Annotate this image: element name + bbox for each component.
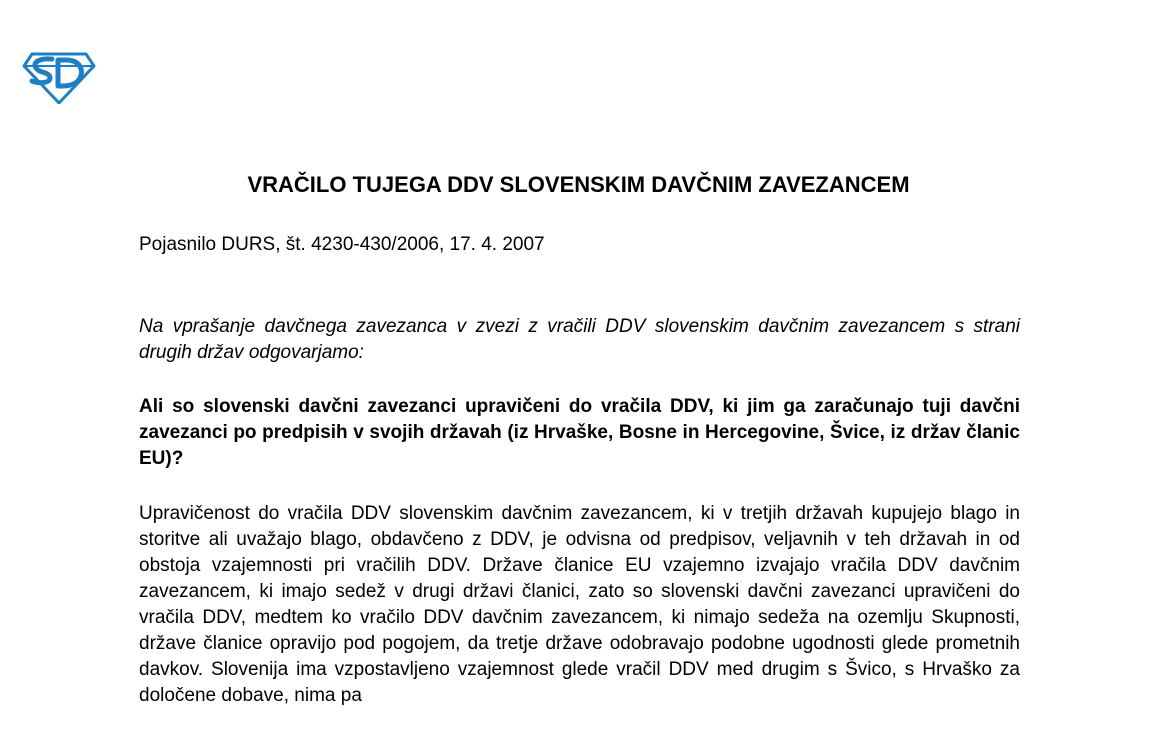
sd-logo [22, 50, 96, 104]
intro-paragraph: Na vprašanje davčnega zavezanca v zvezi z vračili DDV slovenskim davčnim zavezancem s strani drugih držav odgovarjamo: [139, 316, 1020, 363]
answer-paragraph: Upravičenost do vračila DDV slovenskim davčnim zavezancem, ki v tretjih državah kupujejo blago in storitve ali uvažajo blago, obdavčeno z DDV, je odvisna od predpisov, veljavnih v teh državah in od obstoja vzajemnosti pri vračilih DDV. Države članice EU vzajemno izvajajo vračila DDV davčnim zavezancem, ki imajo sedež v drugi državi članici, zato so slovenski davčni zavezanci upravičeni do vračila DDV, medtem ko vračilo DDV davčnim zavezancem, ki nimajo sedeža na ozemlju Skupnosti, države članice opravijo pod pogojem, da tretje države odobravajo podobne ugodnosti glede prometnih davkov. Slovenija ima vzpostavljeno vzajemnost glede vračil DDV med drugim s Švico, s Hrvaško za določene dobave, nima pa [139, 503, 1020, 706]
document-reference: Pojasnilo DURS, št. 4230-430/2006, 17. 4. 2007 [139, 234, 545, 255]
document-title: VRAČILO TUJEGA DDV SLOVENSKIM DAVČNIM ZAVEZANCEM [247, 172, 910, 197]
question-paragraph: Ali so slovenski davčni zavezanci upravičeni do vračila DDV, ki jim ga zaračunajo tuji davčni zavezanci po predpisih v svojih državah (iz Hrvaške, Bosne in Hercegovine, Švice, iz držav članic EU)? [139, 396, 1020, 469]
